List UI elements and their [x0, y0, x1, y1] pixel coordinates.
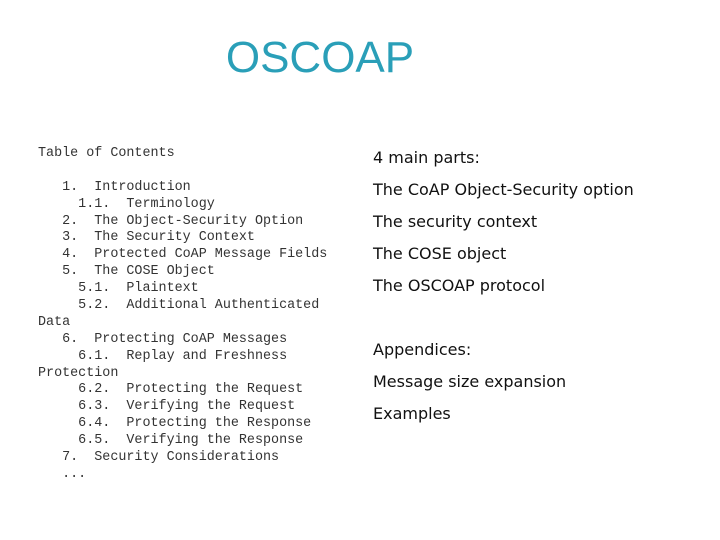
toc-entry: 1.1. Terminology	[38, 196, 215, 212]
main-parts-heading: 4 main parts:	[373, 148, 480, 167]
toc-entry: 6.2. Protecting the Request	[38, 382, 304, 398]
toc-entry: 4. Protected CoAP Message Fields	[38, 247, 328, 263]
toc-entry: 1. Introduction	[38, 179, 191, 195]
slide-title: OSCOAP	[225, 33, 415, 82]
toc-entry: 7. Security Considerations	[38, 450, 280, 466]
toc-entry: ...	[38, 466, 87, 482]
toc-entry: 6.3. Verifying the Request	[38, 399, 296, 415]
main-part-item: The CoAP Object-Security option	[373, 180, 634, 199]
toc-entry: Data	[38, 314, 71, 330]
toc-entry: 5.1. Plaintext	[38, 281, 199, 297]
toc-spacer	[38, 163, 327, 180]
toc-entry: 6.5. Verifying the Response	[38, 433, 304, 449]
main-part-item: The COSE object	[373, 244, 507, 263]
toc-heading: Table of Contents	[38, 146, 175, 161]
toc-entry: Protection	[38, 365, 119, 381]
toc-entry: 5.2. Additional Authenticated	[38, 298, 320, 314]
appendix-item: Examples	[373, 404, 451, 423]
main-part-item: The security context	[373, 212, 538, 231]
main-part-item: The OSCOAP protocol	[373, 276, 546, 295]
toc-entry: 2. The Object-Security Option	[38, 213, 304, 229]
toc-entry: 6. Protecting CoAP Messages	[38, 331, 288, 347]
toc-entry: 3. The Security Context	[38, 230, 255, 246]
toc-entry: 6.1. Replay and Freshness	[38, 348, 288, 364]
toc-entry: 6.4. Protecting the Response	[38, 416, 312, 432]
table-of-contents	[38, 146, 327, 484]
appendix-item: Message size expansion	[373, 372, 567, 391]
appendices-heading: Appendices:	[373, 340, 472, 359]
toc-entry: 5. The COSE Object	[38, 264, 215, 280]
